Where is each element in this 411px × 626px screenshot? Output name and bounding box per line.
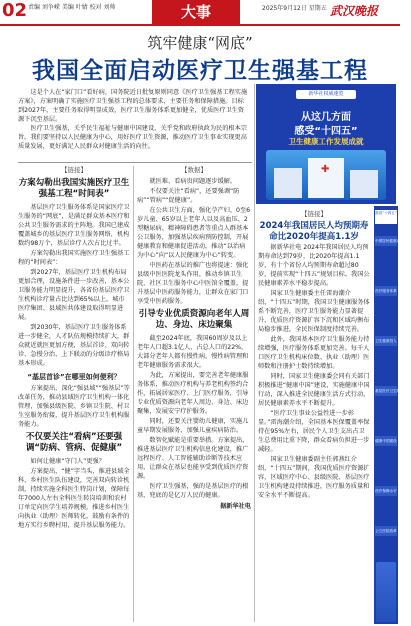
side-panel-header: 数说“十四五” bbox=[375, 210, 397, 224]
side-panel-illustration bbox=[376, 562, 396, 622]
paragraph: 同时，还要关注婴幼儿健康，实施儿童早期发展服务，加强儿童疾病防治。 bbox=[137, 418, 249, 434]
poster-title-line: 从这几方面 bbox=[301, 112, 351, 123]
sub-heading: “基层首诊”在哪里如何便利？ bbox=[27, 373, 121, 381]
paragraph: 到2027年，基层医疗卫生机构布局更加合理，设施条件进一步改善，基本公卫服务能力明显提升，各省份基层医疗卫生机构诊疗量占比达到65%以上，城市医疗集团、县域医共体建设取得明显进展。 bbox=[18, 269, 130, 321]
paragraph: 基层医疗卫生服务体系是国家医疗卫生服务的“网底”，是满足群众基本医疗和公共卫生服务需求的主阵地。我国已建成覆盖城乡的基层医疗卫生服务网络，机构数约98万个，基层诊疗人次占比过半。 bbox=[18, 204, 130, 247]
newspaper-logo: 武汉晚报 bbox=[330, 4, 379, 18]
page-headline: 我国全面启动医疗卫生强基工程 bbox=[32, 58, 368, 84]
medical-cross-icon: ✚ bbox=[321, 164, 330, 175]
column-title: 方案勾勒出我国实施医疗卫生强基工程“时间表” bbox=[18, 178, 130, 199]
column-title: 2024年我国居民人均预期寿命比2020年提高1.1岁 bbox=[259, 221, 369, 242]
paragraph: 截至2024年底，我国60周岁及以上老年人口超3.1亿人，占总人口的22%，大部分老年人都有慢性病，慢性病管理和老年健康服务需求很大。 bbox=[137, 335, 249, 369]
issue-date: 2025年9月12日 星期五 bbox=[262, 5, 327, 12]
paragraph: 国家卫生健康委副主任郭燕红介绍，“十四五”期间，我国优质医疗资源扩容，区域医疗中心、县级医院、基层医疗卫生机构建设持续推进，医疗服务质量和安全水平不断提高。 bbox=[258, 456, 370, 499]
side-panel-item: 医疗保障水平 bbox=[375, 486, 397, 496]
side-panel-item: 基层医疗卫生服务 bbox=[375, 386, 397, 396]
side-panel-item: 健康中国建设 bbox=[375, 436, 397, 446]
paragraph: “医疗卫生事业公益性进一步彰显。”雷海潮介绍，全国基本医保覆盖率保持在95%左右，居民个人卫生支出占卫生总费用比重下降，群众看病负担进一步减轻。 bbox=[258, 410, 370, 453]
paragraph: 就医难、看病贵问题逐步缓解。 bbox=[149, 178, 237, 185]
poster-badge: 新华社权威速览 bbox=[296, 90, 356, 99]
column-divider bbox=[254, 84, 255, 622]
infographic-side-panel bbox=[374, 206, 411, 624]
paragraph: 到2030年，基层医疗卫生服务体系进一步健全，人才队伍规模持续扩大，群众就近就医更加方便，基层首诊、双向转诊、急慢分治、上下联动的分级诊疗格局基本形成。 bbox=[18, 324, 130, 367]
side-panel-item: 医疗服务体系 bbox=[375, 286, 397, 296]
side-panel-item: 公立医院改革 bbox=[375, 526, 397, 536]
poster-subtitle: 卫生健康工作发展成就 bbox=[288, 137, 364, 146]
section-divider bbox=[18, 162, 252, 163]
paragraph: 在公共卫生方面，强化孕产妇、0至6岁儿童、65岁以上老年人以及高血压、2型糖尿病、精神障碍患者等重点人群基本公卫服务，加强基层疾病预防控制，开展健康教育和健康促进活动，推动“以治病为中心”向“以人民健康为中心”转变。 bbox=[137, 207, 251, 259]
column-title: 引导专业优质资源向老年人周边、身边、床边聚集 bbox=[138, 309, 250, 330]
lead-paragraph bbox=[18, 88, 250, 151]
paragraph: 医疗卫生强基，强的是基层医疗的根基，兜底的是亿万人民的健康。 bbox=[137, 483, 249, 499]
lead-text: 这是个人在“家门口”看好病，国务院近日批复原则同意《医疗卫生强基工程实施方案》，方案明确了实施医疗卫生强基工程的总体要求、主要任务和保障措施。目标到2027年，主要任务取得明显成效，医疗卫生服务体系更加健全，优质医疗卫生资源下沉至基层。 bbox=[18, 89, 248, 123]
paragraph: 方案提出，深化“强县域”“强基层”等改革任务，推动县域医疗卫生机构一体化管理，加强县级医院、乡镇卫生院、村卫生室服务衔接，提升基层医疗卫生机构服务能力。 bbox=[18, 385, 130, 428]
section-tab: 大事 bbox=[152, 0, 240, 24]
page-number: 02 bbox=[2, 0, 28, 21]
infographic-poster bbox=[256, 84, 396, 204]
article-column-left bbox=[18, 166, 130, 531]
lead-text: 医疗卫生强基，关乎民生福祉与健康中国建设，关乎党和政府执政为民的根本宗旨。我们要坚持以人民健康为中心，用好医疗卫生资源，推动医疗卫生事业实现更高质量发展，更好满足人民群众对健康生活的向往。 bbox=[18, 125, 247, 150]
headline-kicker: 筑牢健康“网底” bbox=[147, 34, 253, 52]
paragraph: 方案勾勒出我国实施医疗卫生强基工程的“时间表”： bbox=[18, 250, 130, 266]
paragraph: 方案提出，“健”字当头，推进县域全科、乡村医生队伍建设，完善双向转诊机制，持续实施全科医生特岗计划，保障每年7000人左右全科医生转岗培训和农村订单定向医学生培养规模，推进乡村医生向执业（助理）医师转化，鼓励有条件的地方实行乡聘村用，提升基层服务能力。 bbox=[18, 468, 130, 529]
column-kicker: 【链接】 bbox=[61, 166, 87, 174]
paragraph: 为此，方案提出，要完善老年健康服务体系，推动医疗机构与养老机构签约合作，拓展居家医疗、上门医疗服务，引导专业优质资源向老年人周边、身边、床边聚集，发展安宁疗护服务。 bbox=[137, 372, 249, 415]
article-column-right bbox=[258, 210, 370, 501]
byline: 据新华社电 bbox=[220, 503, 251, 510]
column-kicker: 【链接】 bbox=[301, 210, 327, 218]
column-title: 不仅要关注“看病”还要强调“防病、管病、促健康” bbox=[25, 432, 123, 453]
paragraph: 国家卫生健康委主任雷海潮介绍，“十四五”时期，我国卫生健康服务体系不断完善，医疗卫生服务能力显著提升，优质医疗资源扩容下沉和区域均衡布局稳步推进，全民医保制度持续完善。 bbox=[258, 290, 370, 333]
paragraph: 据新华社电 2024年我国居民人均预期寿命达到79岁，比2020年提高1.1岁，有十个省份人均预期寿命超过80岁，提前实现“十四五”规划目标。我国公民健康素养水平稳步提高。 bbox=[258, 244, 370, 287]
editor-credits: 责编 刘争嵘 美编 叶婧 校对 刘帅 bbox=[28, 4, 116, 11]
paragraph: 同时，国家卫生健康委会同有关部门积极推进“健康中国”建设，实施健康中国行动，深入推进全民健康生活方式行动，居民健康素养水平不断提升。 bbox=[258, 373, 370, 407]
paragraph: 不仅要关注“看病”，还要强调“防病”“管病”“促健康”。 bbox=[137, 188, 240, 204]
paragraph: 数智化赋能是重要举措。方案提出，推进基层医疗卫生机构信息化建设，推广远程医疗、人工智能辅助诊断等技术应用，让群众在基层也能享受到优质医疗资源。 bbox=[137, 437, 249, 480]
paragraph: 此外，我国基本医疗卫生服务能力持续增强，医疗服务体系更加完善。每千人口医疗卫生机构床位数、执业（助理）医师数和注册护士数持续增加。 bbox=[258, 336, 370, 370]
side-panel-item: 卫生健康投入 bbox=[375, 336, 397, 346]
hospital-illustration bbox=[266, 150, 386, 200]
page-header bbox=[0, 0, 400, 26]
paragraph: 中医药在基层的推广也将提速：强化县级中医医院龙头作用，推动乡镇卫生院、社区卫生服务中心中医馆全覆盖，提升基层中医药服务能力，让群众在家门口享受中医药服务。 bbox=[137, 262, 249, 305]
article-column-middle bbox=[137, 166, 251, 511]
column-kicker: 【数据】 bbox=[181, 166, 207, 174]
side-panel-item: 中国居民健康素养水平 bbox=[375, 236, 397, 246]
column-divider bbox=[133, 166, 134, 622]
paragraph: 如何让健康“守门人”更强？ bbox=[30, 458, 105, 465]
poster-title-line: 感受“十四五” bbox=[294, 126, 358, 137]
